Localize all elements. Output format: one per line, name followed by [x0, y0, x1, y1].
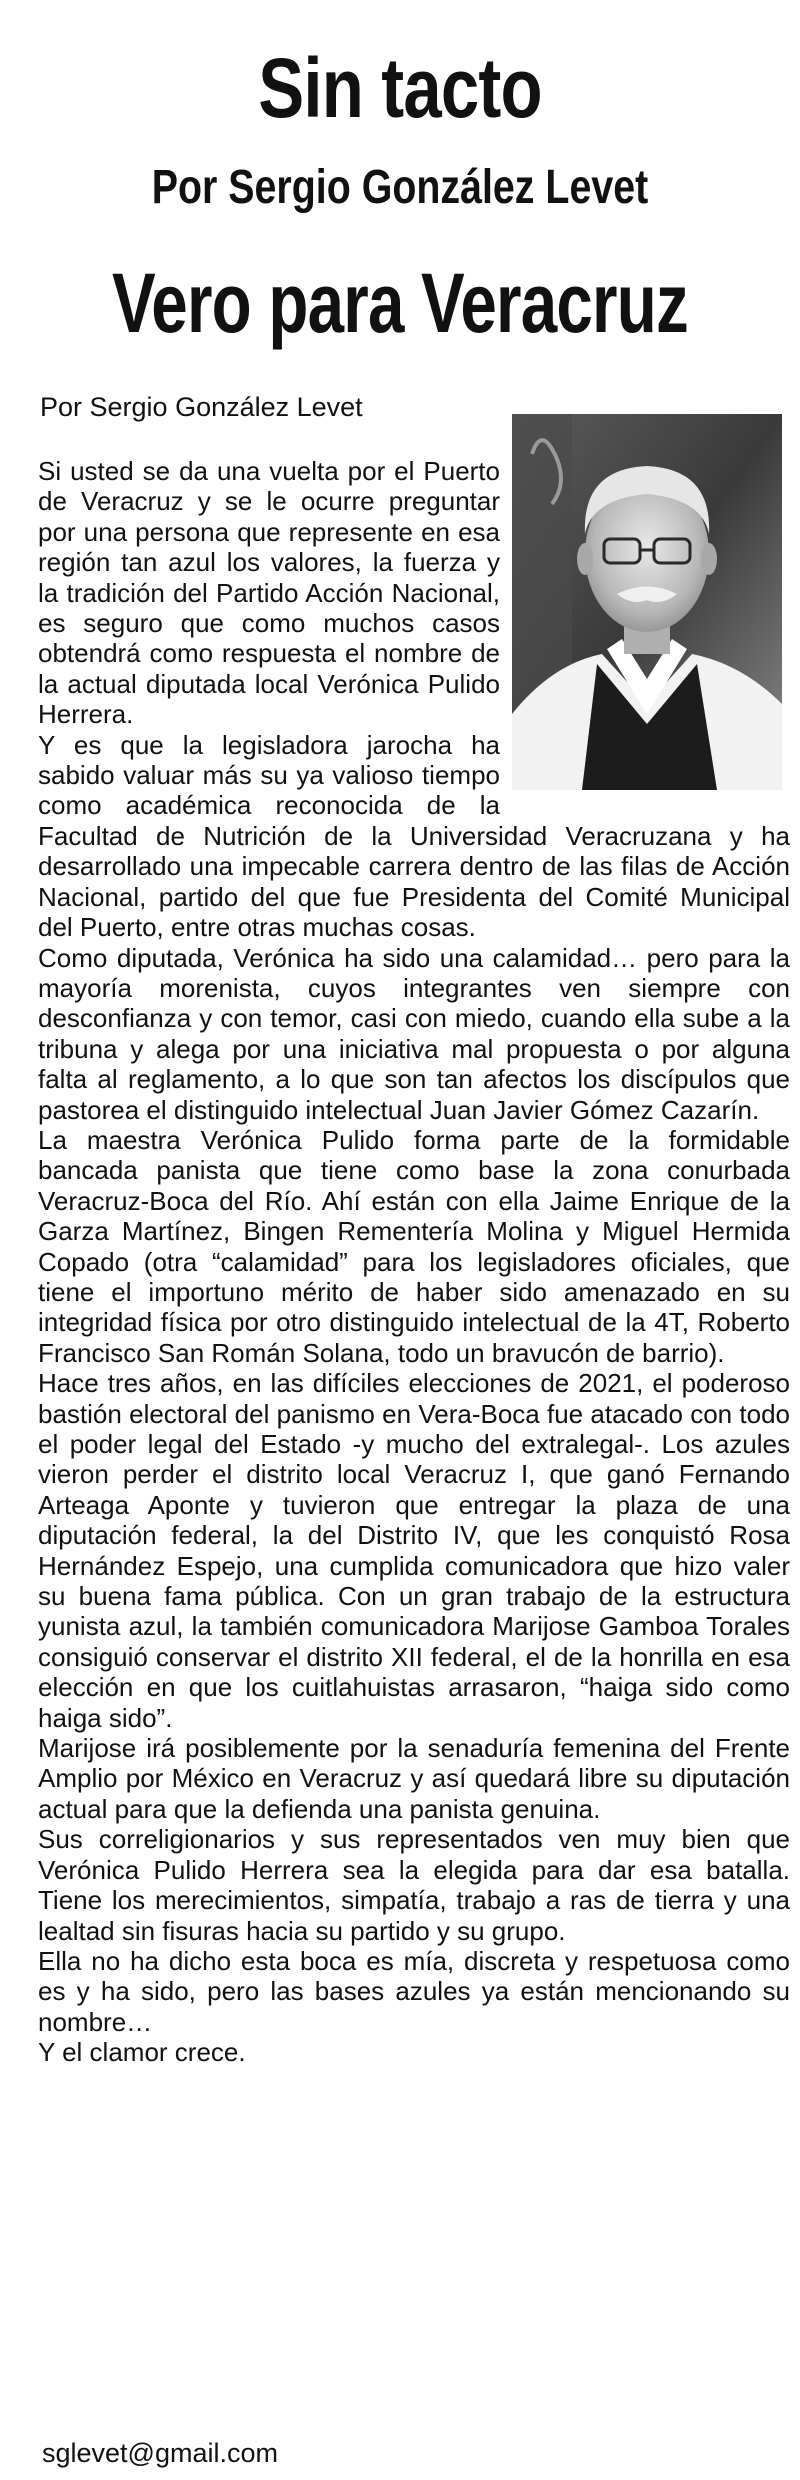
article-body — [38, 456, 790, 2068]
author-line: Por Sergio González Levet — [40, 392, 363, 422]
header-byline: Por Sergio González Levet — [151, 161, 649, 214]
article-paragraph: Ella no ha dicho esta boca es mía, discreta y respetuosa como es y ha sido, pero las bases azules ya están mencionando su nombre… — [38, 1945, 790, 2037]
column-title: Sin tacto — [258, 41, 542, 135]
article-paragraph: Como diputada, Verónica ha sido una calamidad… pero para la mayoría morenista, cuyos integrantes ven siempre con desconfianza y con temor, casi con miedo, cuando ella sube a la tribuna y alega por una iniciativa mal propuesta o por alguna falta al reglamento, a lo que son tan afectos los discípulos que pastorea el distinguido intelectual Juan Javier Gómez Cazarín. — [38, 942, 790, 1125]
photo-spacer — [518, 456, 790, 792]
article-paragraph: Si usted se da una vuelta por el Puerto de Veracruz y se le ocurre preguntar por una persona que represente en esa región tan azul los valores, la fuerza y la tradición del Partido Acción Nacional, es seguro que como muchos casos obtendrá como respuesta el nombre de la actual diputada local Verónica Pulido Herrera. — [38, 456, 500, 730]
article-paragraph: Hace tres años, en las difíciles elecciones de 2021, el poderoso bastión electoral del panismo en Vera-Boca fue atacado con todo el poder legal del Estado -y mucho del extralegal-. Los azules vieron perder el distrito local Veracruz I, que ganó Fernando Arteaga Aponte y tuvieron que entregar la plaza de una diputación federal, la del Distrito IV, que les conquistó Rosa Hernández Espejo, una cumplida comunicadora que hizo valer su buena fama pública. Con un gran trabajo de la estructura yunista azul, la también comunicadora Marijose Gamboa Torales consiguió conservar el distrito XII federal, el de la honrilla en esa elección en que los cuitlahuistas arrasaron, “haiga sido como haiga sido”. — [38, 1368, 790, 1733]
article-paragraph: Y el clamor crece. — [38, 2037, 246, 2068]
article-paragraph: Sus correligionarios y sus representados ven muy bien que Verónica Pulido Herrera sea la elegida para dar esa batalla. Tiene los merecimientos, simpatía, trabajo a ras de tierra y una lealtad sin fisuras hacia su partido y su grupo. — [38, 1824, 790, 1946]
author-email: sglevet@gmail.com — [42, 2438, 278, 2468]
article-paragraph: Y es que la legisladora jarocha ha sabido valuar más su ya valioso tiempo como académica reconocida de la Facultad de Nutrición de la Universidad Veracruzana y ha desarrollado una impecable carrera dentro de las filas de Acción Nacional, partido del que fue Presidenta del Comité Municipal del Puerto, entre otras muchas cosas. — [38, 729, 790, 943]
article-paragraph: Marijose irá posiblemente por la senaduría femenina del Frente Amplio por México en Veracruz y así quedará libre su diputación actual para que la defienda una panista genuina. — [38, 1733, 790, 1824]
article-paragraph: La maestra Verónica Pulido forma parte de la formidable bancada panista que tiene como base la zona conurbada Veracruz-Boca del Río. Ahí están con ella Jaime Enrique de la Garza Martínez, Bingen Rementería Molina y Miguel Hermida Copado (otra “calamidad” para los legisladores oficiales, que tiene el importuno mérito de haber sido amenazado en su integridad física por otro distinguido intelectual de la 4T, Roberto Francisco San Román Solana, todo un bravucón de barrio). — [38, 1124, 790, 1368]
article-headline: Vero para Veracruz — [111, 256, 688, 350]
